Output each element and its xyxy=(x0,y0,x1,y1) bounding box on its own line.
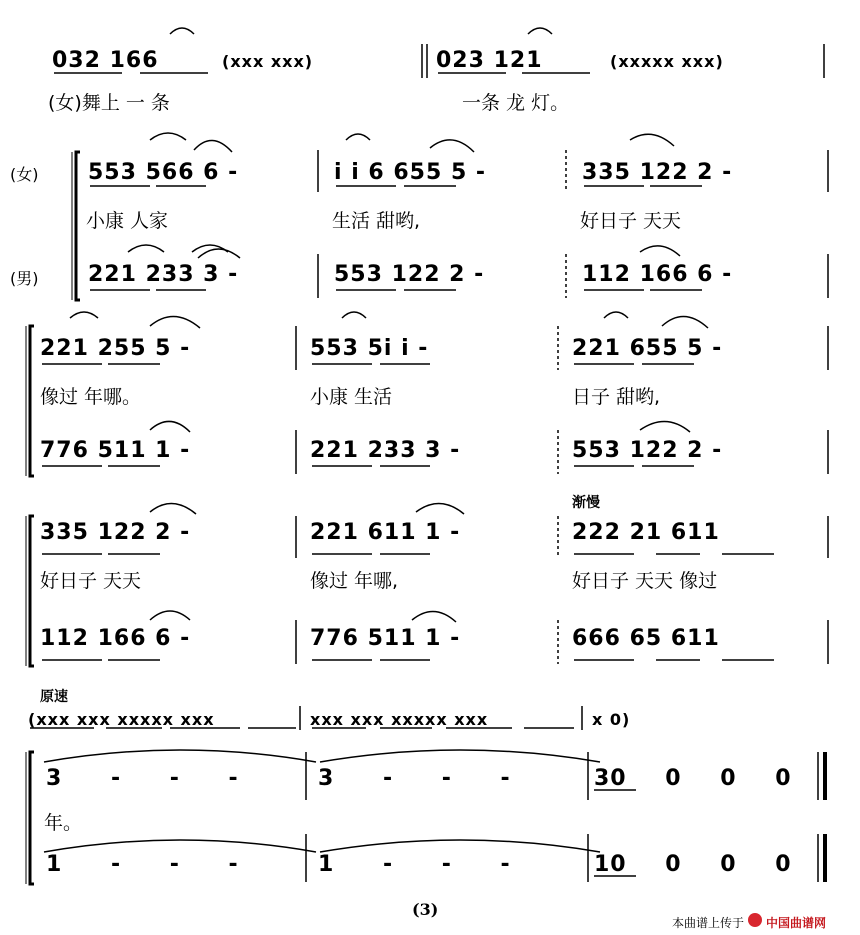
tempo-mark-a-tempo: 原速 xyxy=(40,689,68,705)
lyric-line: 日子 甜哟, xyxy=(572,386,661,408)
measure-notes: 1 - - - xyxy=(318,852,511,877)
lyric-line: 生活 甜哟, xyxy=(332,210,421,232)
lyric-line: 好日子 天天 像过 xyxy=(572,570,718,592)
part-label-female: (女) xyxy=(10,165,39,184)
measure-notes: 10 0 0 0 xyxy=(594,852,792,877)
percussion-pattern: x 0) xyxy=(592,710,631,729)
measure-notes: 023 121 xyxy=(436,48,543,73)
measure-notes: 553 122 2 - xyxy=(572,438,723,463)
lyric-line: 一条 龙 灯。 xyxy=(462,92,570,114)
measure-notes: 335 122 2 - xyxy=(40,520,191,545)
percussion-pattern: (xxx xxx) xyxy=(222,52,314,71)
measure-notes: 553 5i i - xyxy=(310,336,429,361)
lyric-line: 像过 年哪。 xyxy=(40,386,142,408)
page-number: (3) xyxy=(412,900,439,919)
percussion-pattern: xxx xxx xxxxx xxx xyxy=(310,710,489,729)
percussion-pattern: (xxx xxx xxxxx xxx xyxy=(28,710,215,729)
measure-notes: i i 6 655 5 - xyxy=(334,160,487,185)
lyric-line: 好日子 天天 xyxy=(40,570,142,592)
lyric-line: 好日子 天天 xyxy=(580,210,682,232)
lyric-line: (女)舞上 一 条 xyxy=(48,92,170,114)
measure-notes: 776 511 1 - xyxy=(40,438,191,463)
measure-notes: 3 - - - xyxy=(318,766,511,791)
measure-notes: 335 122 2 - xyxy=(582,160,733,185)
percussion-pattern: (xxxxx xxx) xyxy=(610,52,724,71)
upload-note: 本曲谱上传于 xyxy=(672,916,745,930)
site-name: 中国曲谱网 xyxy=(766,916,827,930)
measure-notes: 221 655 5 - xyxy=(572,336,723,361)
measure-notes: 553 566 6 - xyxy=(88,160,239,185)
measure-notes: 032 166 xyxy=(52,48,159,73)
measure-notes: 3 - - - xyxy=(46,766,239,791)
measure-notes: 221 611 1 - xyxy=(310,520,461,545)
site-logo-icon xyxy=(748,913,762,927)
measure-notes: 666 65 611 xyxy=(572,626,720,651)
measure-notes: 222 21 611 xyxy=(572,520,720,545)
measure-notes: 30 0 0 0 xyxy=(594,766,792,791)
measure-notes: 221 233 3 - xyxy=(310,438,461,463)
measure-notes: 112 166 6 - xyxy=(40,626,191,651)
measure-notes: 221 233 3 - xyxy=(88,262,239,287)
part-label-male: (男) xyxy=(10,269,39,288)
measure-notes: 112 166 6 - xyxy=(582,262,733,287)
measure-notes: 553 122 2 - xyxy=(334,262,485,287)
measure-notes: 776 511 1 - xyxy=(310,626,461,651)
measure-notes: 221 255 5 - xyxy=(40,336,191,361)
lyric-line: 小康 生活 xyxy=(310,386,393,408)
measure-notes: 1 - - - xyxy=(46,852,239,877)
lyric-line: 像过 年哪, xyxy=(310,570,399,592)
lyric-line: 年。 xyxy=(44,812,83,834)
tempo-mark-ritardando: 渐慢 xyxy=(572,495,600,511)
lyric-line: 小康 人家 xyxy=(86,210,169,232)
